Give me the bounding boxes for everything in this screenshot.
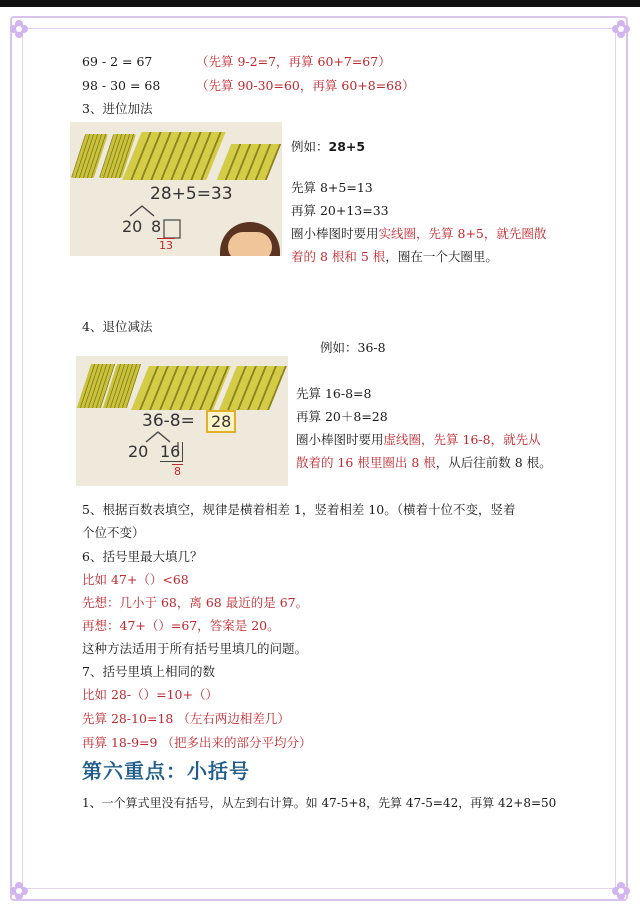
step-line: 先算 8+5=13 [291, 180, 373, 195]
example-equation: 98 - 30 = 68 [82, 78, 161, 93]
addition-ones: 8 [151, 217, 162, 236]
section-title: 6、括号里最大填几？ [82, 549, 203, 564]
paragraph-line: 这种方法适用于所有括号里填几的问题。 [82, 641, 308, 656]
addition-partial-sum: 13 [159, 239, 173, 252]
example-line: 比如 28-（）=10+（） [82, 687, 218, 702]
example-equation: 69 - 2 = 67 [82, 54, 153, 69]
subtraction-sticks-figure [76, 356, 288, 486]
instruction-line: 圈小棒图时要用虚线圈，先算 16-8，就先从 [296, 432, 541, 447]
top-bar [0, 0, 640, 7]
step-line: 再算 20＋8=28 [296, 409, 388, 424]
example-note: （先算 90-30=60，再算 60+8=68） [196, 78, 415, 93]
example-label: 例如：28+5 [291, 139, 366, 154]
page-heading: 第六重点：小括号 [82, 759, 250, 783]
example-note: （先算 9-2=7，再算 60+7=67） [196, 54, 391, 69]
addition-equation: 28+5=33 [150, 184, 233, 204]
step-line: 先算 16-8=8 [296, 386, 372, 401]
answer-box: 28 [206, 410, 236, 433]
example-line: 先算 28-10=18 （左右两边相差几） [82, 711, 290, 726]
instruction-line: 散着的 16 根里圈出 8 根，从后往前数 8 根。 [296, 455, 552, 470]
flower-ornament-icon [8, 880, 30, 902]
example-line: 再想：47+（）=67，答案是 20。 [82, 618, 280, 633]
flower-ornament-icon [8, 18, 30, 40]
example-line: 比如 47+（）<68 [82, 572, 189, 587]
subtraction-partial: 8 [174, 465, 181, 478]
example-label: 例如：36-8 [320, 340, 386, 355]
paragraph-line: 5、根据百数表填空，规律是横着相差 1，竖着相差 10。（横着十位不变，竖着 [82, 502, 516, 517]
section-title: 7、括号里填上相同的数 [82, 664, 215, 679]
example-line: 再算 18-9=9 （把多出来的部分平均分） [82, 735, 312, 750]
section-title: 4、退位减法 [82, 319, 153, 334]
subtraction-ones: 16 [160, 442, 183, 462]
paragraph-line: 个位不变） [82, 525, 145, 540]
instruction-line: 圈小棒图时要用实线圈，先算 8+5，就先圈散 [291, 226, 547, 241]
instruction-line: 着的 8 根和 5 根，圈在一个大圈里。 [291, 249, 498, 264]
addition-sticks-figure [70, 122, 282, 256]
subtraction-equation: 36-8= [142, 411, 195, 431]
section-title: 3、进位加法 [82, 101, 153, 116]
example-line: 先想：几小于 68，离 68 最近的是 67。 [82, 595, 309, 610]
step-line: 再算 20+13=33 [291, 203, 389, 218]
paragraph-line: 1、一个算式里没有括号，从左到右计算。如 47-5+8，先算 47-5=42，再算 42+8=50 [82, 796, 557, 810]
addition-tens: 20 [122, 217, 143, 236]
flower-ornament-icon [610, 18, 632, 40]
subtraction-tens: 20 [128, 442, 149, 461]
flower-ornament-icon [610, 880, 632, 902]
